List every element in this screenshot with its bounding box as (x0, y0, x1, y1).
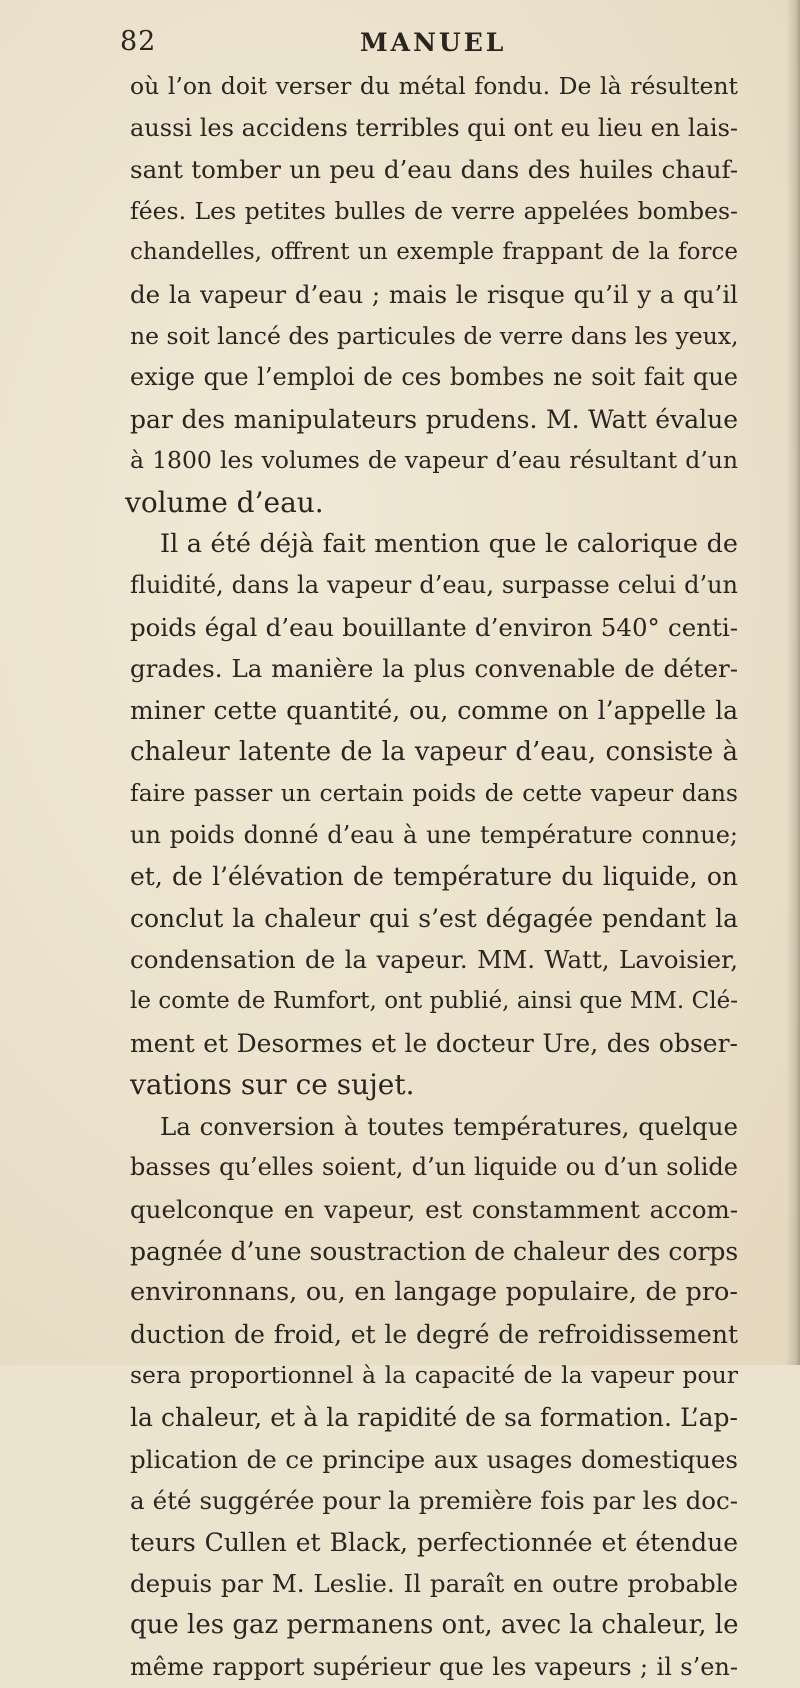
page-number: 82 (120, 26, 157, 57)
text-line: ment et Desormes et le docteur Ure, des obser- (130, 1028, 738, 1058)
text-line: faire passer un certain poids de cette vapeur dans (130, 779, 738, 808)
text-line: que les gaz permanens ont, avec la chaleur, le (130, 1609, 738, 1640)
text-line: chaleur latente de la vapeur d’eau, consiste à (130, 736, 738, 767)
text-line: même rapport supérieur que les vapeurs ; il s’en- (130, 1652, 738, 1681)
text-line: le comte de Rumfort, ont publié, ainsi que MM. Clé- (130, 988, 738, 1015)
text-line: miner cette quantité, ou, comme on l’appelle la (130, 695, 738, 725)
text-line: sera proportionnel à la capacité de la vapeur pour (130, 1361, 738, 1390)
running-head: MANUEL (360, 28, 507, 57)
text-line: pagnée d’une soustraction de chaleur des corps (130, 1236, 738, 1266)
text-line: basses qu’elles soient, d’un liquide ou d’un solide (130, 1153, 738, 1182)
text-line: conclut la chaleur qui s’est dégagée pendant la (130, 903, 738, 933)
text-line: vations sur ce sujet. (130, 1068, 415, 1102)
text-line: chandelles, offrent un exemple frappant de la force (130, 239, 738, 266)
paragraph-start: Il a été déjà fait mention que le calorique de (160, 528, 738, 559)
text-line: un poids donné d’eau à une température connue; (130, 820, 738, 849)
text-line: à 1800 les volumes de vapeur d’eau résultant d’un (130, 446, 738, 475)
text-line: fluidité, dans la vapeur d’eau, surpasse celui d’un (130, 571, 738, 600)
text-line: environnans, ou, en langage populaire, de pro- (130, 1277, 738, 1308)
text-line: aussi les accidens terribles qui ont eu lieu en lais- (130, 113, 738, 142)
page-header (120, 26, 680, 62)
text-line: depuis par M. Leslie. Il paraît en outre probable (130, 1569, 738, 1599)
text-line: par des manipulateurs prudens. M. Watt évalue (130, 404, 738, 434)
text-line: poids égal d’eau bouillante d’environ 540° centi- (130, 612, 738, 642)
text-line: a été suggérée pour la première fois par les doc- (130, 1486, 738, 1516)
text-line: et, de l’élévation de température du liquide, on (130, 862, 738, 892)
page-edge-shadow (786, 0, 800, 1365)
text-line: duction de froid, et le degré de refroidissement (130, 1319, 738, 1349)
text-line: teurs Cullen et Black, perfectionnée et étendue (130, 1527, 738, 1557)
paragraph-start: La conversion à toutes températures, quelque (160, 1111, 738, 1141)
text-line: quelconque en vapeur, est constamment accom- (130, 1195, 738, 1225)
text-line: de la vapeur d’eau ; mais le risque qu’il y a qu’il (130, 279, 738, 309)
text-line: sant tomber un peu d’eau dans des huiles chauf- (130, 155, 738, 185)
text-line: la chaleur, et à la rapidité de sa formation. L’ap- (130, 1403, 738, 1432)
text-line: condensation de la vapeur. MM. Watt, Lavoisier, (130, 945, 738, 975)
text-line: volume d’eau. (125, 485, 324, 519)
text-line: où l’on doit verser du métal fondu. De là résultent (130, 72, 738, 100)
text-line: fées. Les petites bulles de verre appelées bombes- (130, 196, 738, 225)
text-line: plication de ce principe aux usages domestiques (130, 1444, 738, 1474)
body-text (125, 66, 738, 1688)
text-line: grades. La manière la plus convenable de déter- (130, 654, 738, 684)
text-line: ne soit lancé des particules de verre dans les yeux, (130, 321, 738, 350)
text-line: exige que l’emploi de ces bombes ne soit fait que (130, 363, 738, 392)
